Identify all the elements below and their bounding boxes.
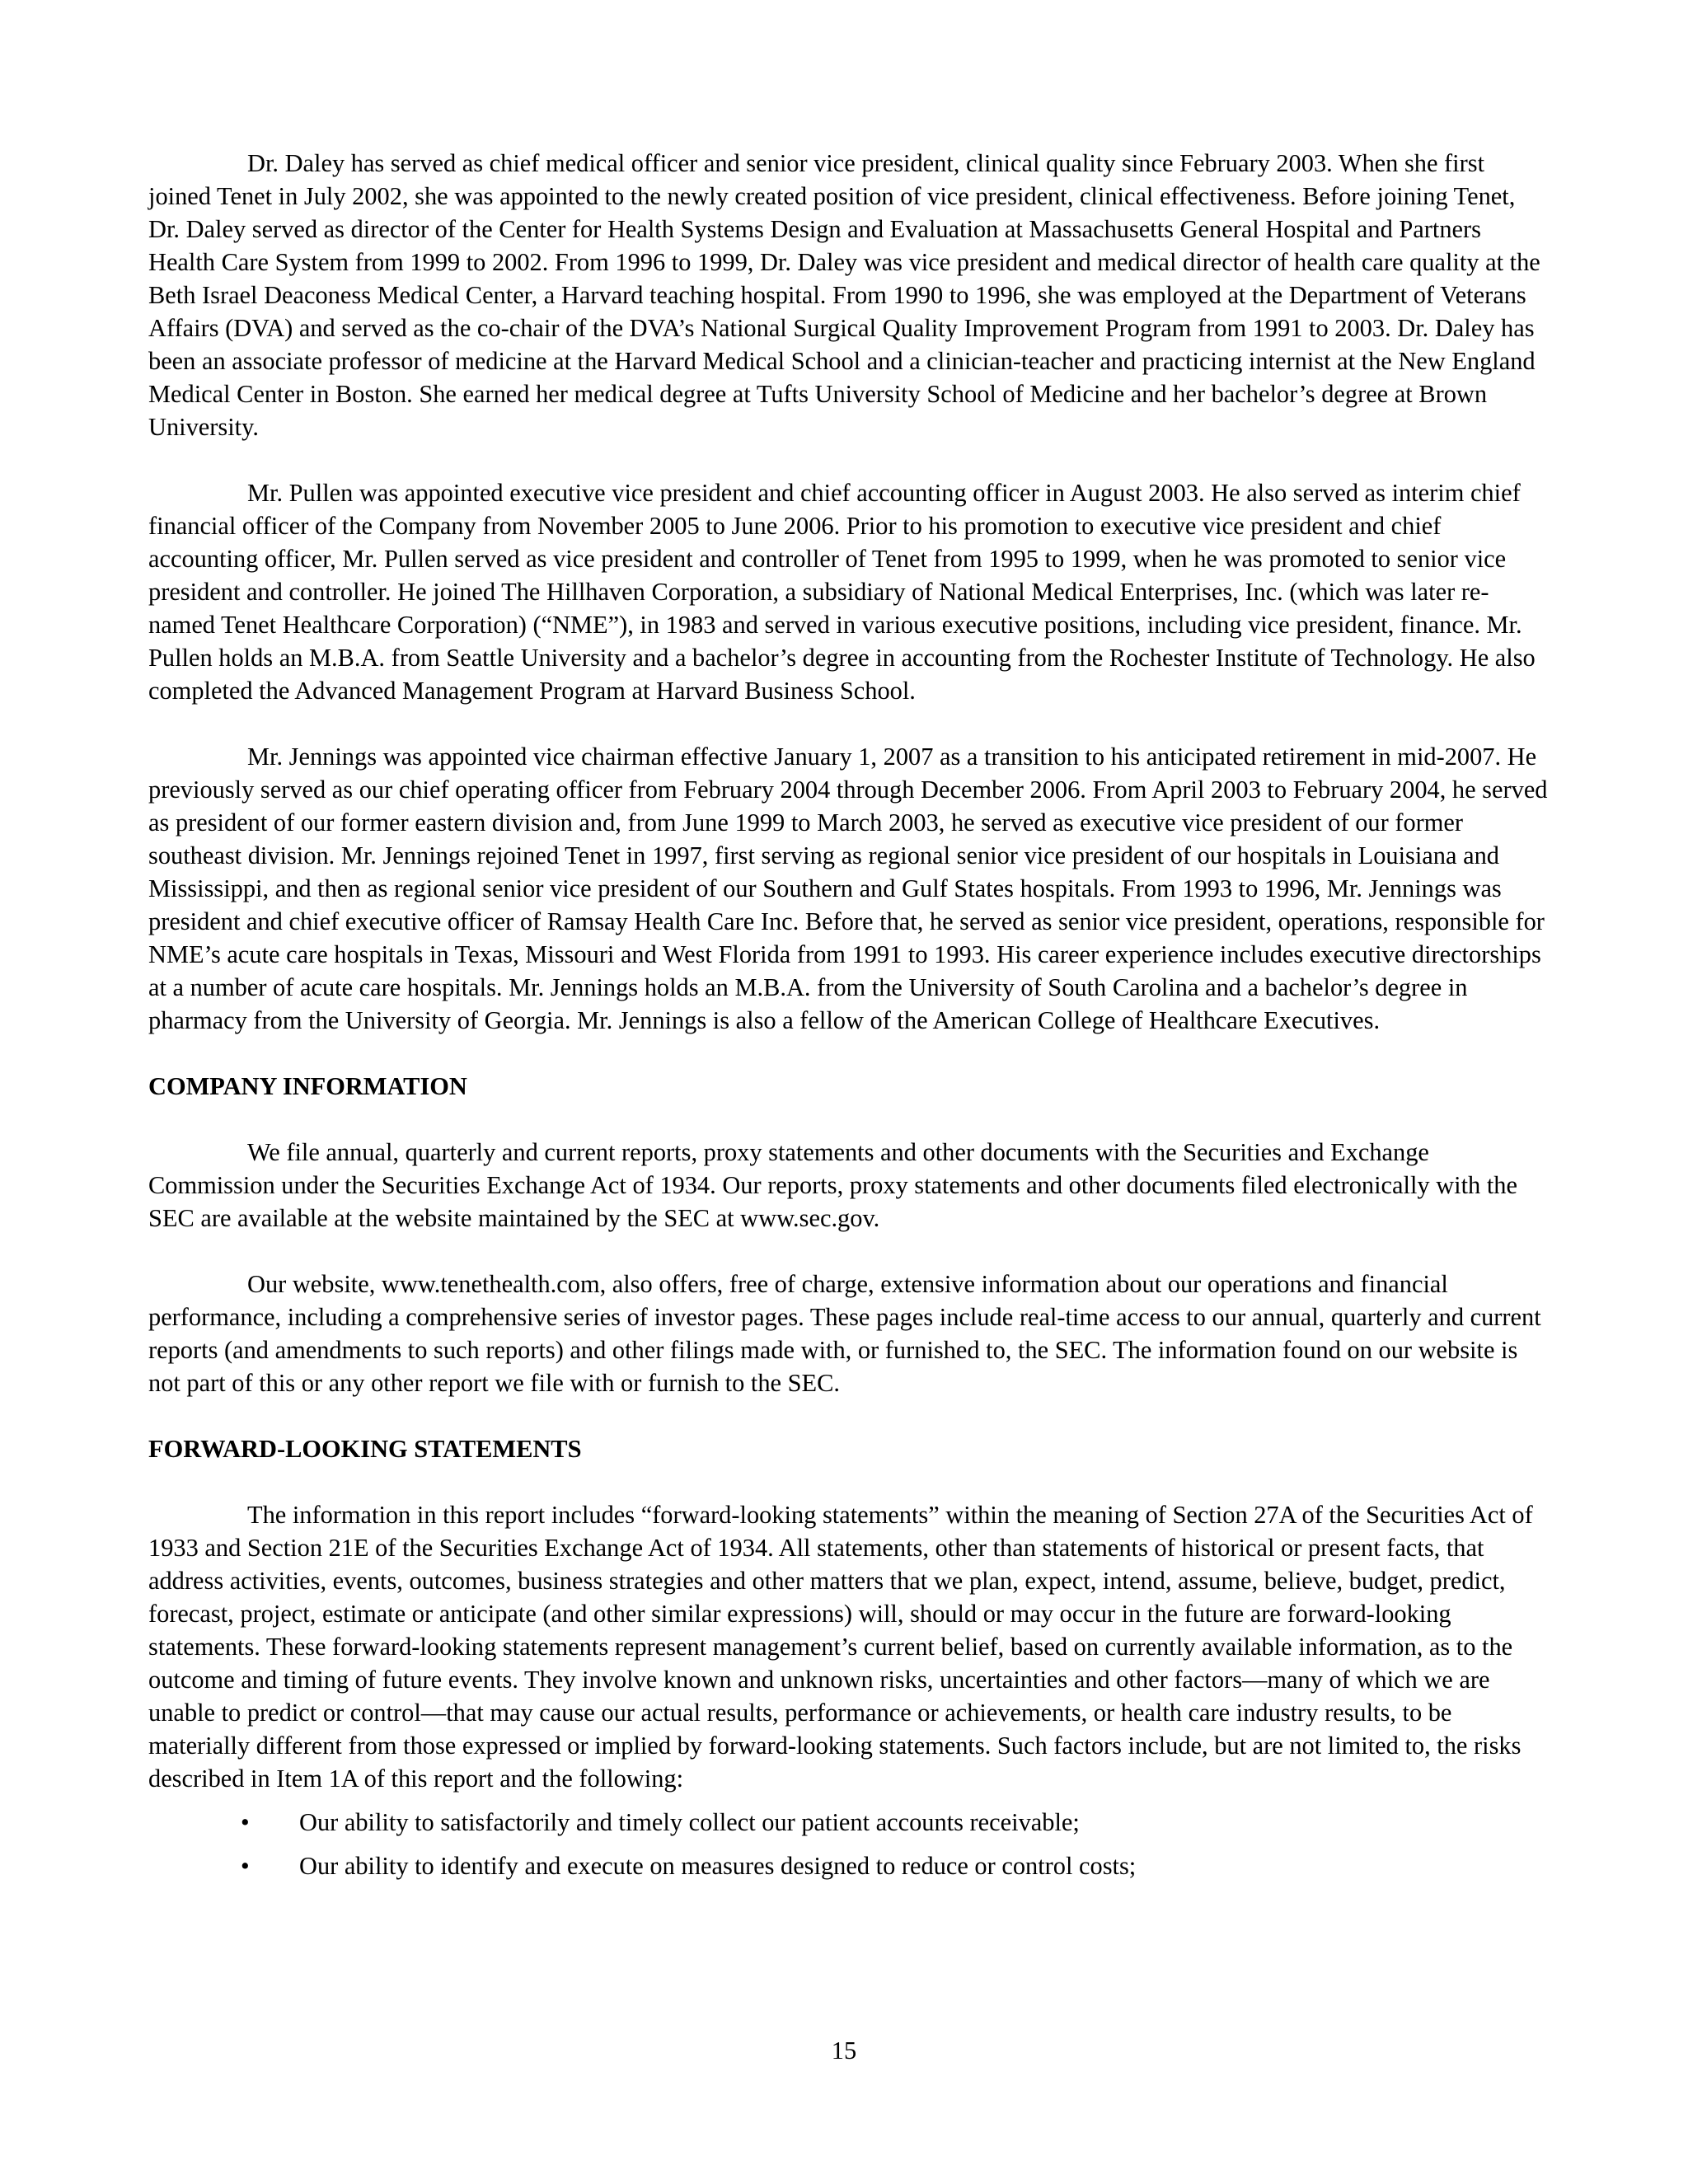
- forward-looking-factor-list: [148, 1806, 1550, 1882]
- bullet-icon: •: [241, 1808, 250, 1836]
- company-information-heading: COMPANY INFORMATION: [148, 1072, 467, 1100]
- page-number: 15: [831, 2036, 857, 2064]
- list-item-text: Our ability to satisfactorily and timely collect our patient accounts receivable;: [299, 1808, 1080, 1836]
- daley-bio-paragraph: Dr. Daley has served as chief medical officer and senior vice president, clinical quality since February 2003. When she first joined Tenet in July 2002, she was appointed to the newly created position of vice president, clinical effectiveness. Before joining Tenet, Dr. Daley served as director of the Center for Health Systems Design and Evaluation at Massachusetts General Hospital and Partners Health Care System from 1999 to 2002. From 1996 to 1999, Dr. Daley was vice president and medical director of health care quality at the Beth Israel Deaconess Medical Center, a Harvard teaching hospital. From 1990 to 1996, she was employed at the Department of Veterans Affairs (DVA) and served as the co-chair of the DVA’s National Surgical Quality Improvement Program from 1991 to 2003. Dr. Daley has been an associate professor of medicine at the Harvard Medical School and a clinician-teacher and practicing internist at the New England Medical Center in Boston. She earned her medical degree at Tufts University School of Medicine and her bachelor’s degree at Brown University.: [148, 149, 1540, 441]
- document-page: [148, 147, 1550, 1893]
- forward-looking-statements-heading: FORWARD-LOOKING STATEMENTS: [148, 1435, 582, 1463]
- pullen-bio-paragraph: Mr. Pullen was appointed executive vice president and chief accounting officer in August 2003. He also served as interim chief financial officer of the Company from November 2005 to June 2006. Prior to his promotion to executive vice president and chief accounting officer, Mr. Pullen served as vice president and controller of Tenet from 1995 to 1999, when he was promoted to senior vice president and controller. He joined The Hillhaven Corporation, a subsidiary of National Medical Enterprises, Inc. (which was later re-named Tenet Healthcare Corporation) (“NME”), in 1983 and served in various executive positions, including vice president, finance. Mr. Pullen holds an M.B.A. from Seattle University and a bachelor’s degree in accounting from the Rochester Institute of Technology. He also completed the Advanced Management Program at Harvard Business School.: [148, 479, 1536, 705]
- company-information-paragraph-2: Our website, www.tenethealth.com, also offers, free of charge, extensive information about our operations and financial performance, including a comprehensive series of investor pages. These pages include real-time access to our annual, quarterly and current reports (and amendments to such reports) and other filings made with, or furnished to, the SEC. The information found on our website is not part of this or any other report we file with or furnish to the SEC.: [148, 1270, 1541, 1397]
- forward-looking-paragraph: The information in this report includes “forward-looking statements” within the meaning of Section 27A of the Securities Act of 1933 and Section 21E of the Securities Exchange Act of 1934. All statements, other than statements of historical or present facts, that address activities, events, outcomes, business strategies and other matters that we plan, expect, intend, assume, believe, budget, predict, forecast, project, estimate or anticipate (and other similar expressions) will, should or may occur in the future are forward-looking statements. These forward-looking statements represent management’s current belief, based on currently available information, as to the outcome and timing of future events. They involve known and unknown risks, uncertainties and other factors—many of which we are unable to predict or control—that may cause our actual results, performance or achievements, or health care industry results, to be materially different from those expressed or implied by forward-looking statements. Such factors include, but are not limited to, the risks described in Item 1A of this report and the following:: [148, 1501, 1533, 1793]
- list-item-text: Our ability to identify and execute on measures designed to reduce or control costs;: [299, 1852, 1137, 1880]
- jennings-bio-paragraph: Mr. Jennings was appointed vice chairman effective January 1, 2007 as a transition to his anticipated retirement in mid-2007. He previously served as our chief operating officer from February 2004 through December 2006. From April 2003 to February 2004, he served as president of our former eastern division and, from June 1999 to March 2003, he served as executive vice president of our former southeast division. Mr. Jennings rejoined Tenet in 1997, first serving as regional senior vice president of our hospitals in Louisiana and Mississippi, and then as regional senior vice president of our Southern and Gulf States hospitals. From 1993 to 1996, Mr. Jennings was president and chief executive officer of Ramsay Health Care Inc. Before that, he served as senior vice president, operations, responsible for NME’s acute care hospitals in Texas, Missouri and West Florida from 1991 to 1993. His career experience includes executive directorships at a number of acute care hospitals. Mr. Jennings holds an M.B.A. from the University of South Carolina and a bachelor’s degree in pharmacy from the University of Georgia. Mr. Jennings is also a fellow of the American College of Healthcare Executives.: [148, 743, 1548, 1034]
- bullet-icon: •: [241, 1852, 250, 1880]
- list-item: [148, 1806, 1550, 1839]
- list-item: [148, 1849, 1550, 1882]
- company-information-paragraph-1: We file annual, quarterly and current reports, proxy statements and other documents with the Securities and Exchange Commission under the Securities Exchange Act of 1934. Our reports, proxy statements and other documents filed electronically with the SEC are available at the website maintained by the SEC at www.sec.gov.: [148, 1138, 1517, 1232]
